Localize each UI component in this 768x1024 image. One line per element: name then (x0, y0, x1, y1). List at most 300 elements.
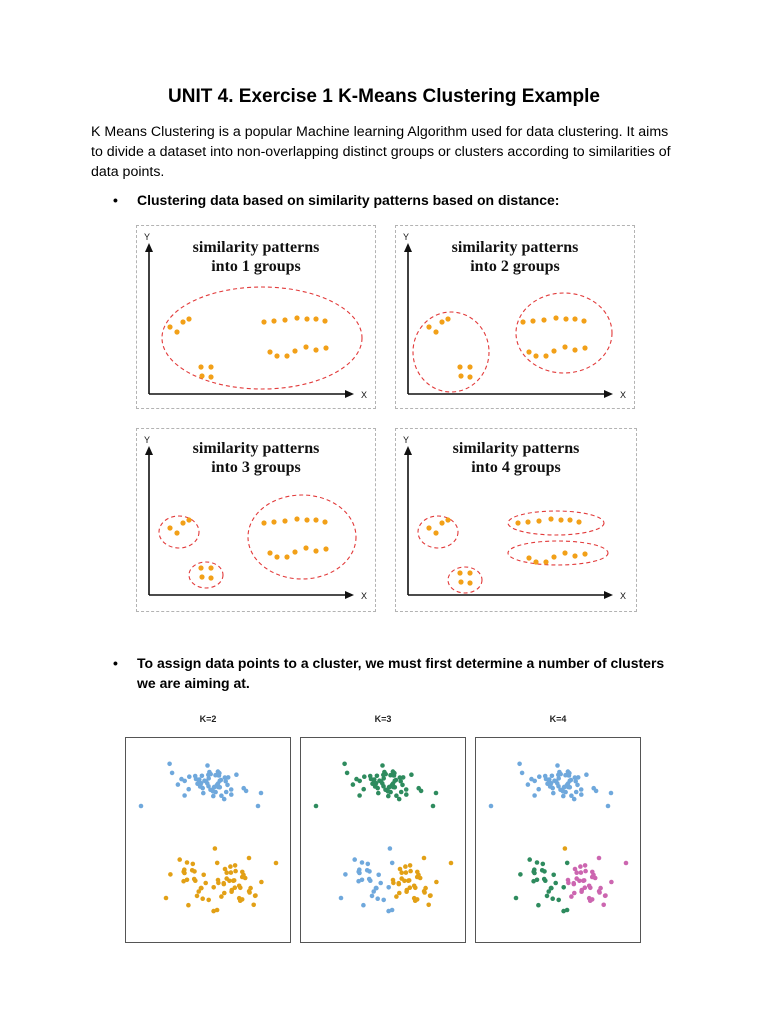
scatter-point (536, 903, 541, 908)
scatter-point (176, 782, 181, 787)
scatter-point (259, 880, 264, 885)
scatter-point (199, 886, 204, 891)
data-point (304, 316, 309, 321)
scatter-point (540, 868, 545, 873)
scatter-point (413, 886, 418, 891)
data-point (526, 349, 531, 354)
scatter-point (194, 777, 199, 782)
scatter-point (601, 903, 606, 908)
scatter-point (243, 876, 248, 881)
scatter-point (400, 783, 405, 788)
data-point (548, 516, 553, 521)
scatter-point (352, 857, 357, 862)
scatter-point (404, 889, 409, 894)
data-point (457, 364, 462, 369)
scatter-point (563, 846, 568, 851)
scatter-point (190, 868, 195, 873)
scatter-point (563, 785, 568, 790)
scatter-point (561, 794, 566, 799)
scatter-point (428, 893, 433, 898)
scatter-point (397, 891, 402, 896)
scatter-point (532, 793, 537, 798)
data-point (174, 329, 179, 334)
scatter-point (215, 861, 220, 866)
scatter-point (374, 886, 379, 891)
scatter-point (408, 869, 413, 874)
data-point (543, 559, 548, 564)
scatter-point (517, 762, 522, 767)
scatter-point (394, 793, 399, 798)
data-point (563, 316, 568, 321)
scatter-point (381, 776, 386, 781)
scatter-point (381, 898, 386, 903)
data-point (526, 555, 531, 560)
scatter-point (221, 881, 226, 886)
data-point (445, 316, 450, 321)
data-point (292, 549, 297, 554)
scatter-point (434, 791, 439, 796)
data-point (581, 318, 586, 323)
scatter-point (390, 861, 395, 866)
scatter-point (609, 880, 614, 885)
scatter-point (357, 871, 362, 876)
data-point (426, 324, 431, 329)
scatter-point (375, 896, 380, 901)
scatter-point (550, 896, 555, 901)
scatter-point (360, 860, 365, 865)
scatter-point (624, 861, 629, 866)
data-point (433, 329, 438, 334)
scatter-point (380, 763, 385, 768)
scatter-point (606, 804, 611, 809)
data-point (520, 319, 525, 324)
data-point (562, 344, 567, 349)
scatter-point (216, 769, 221, 774)
scatter-point (187, 774, 192, 779)
scatter-point (536, 787, 541, 792)
scatter-point (219, 894, 224, 899)
page-title: UNIT 4. Exercise 1 K-Means Clustering Example (168, 86, 600, 107)
scatter-point (343, 872, 348, 877)
similarity-panel-3-groups (136, 428, 376, 612)
bullet-text: Clustering data based on similarity patterns based on distance: (137, 192, 560, 208)
scatter-point (574, 790, 579, 795)
scatter-point (186, 787, 191, 792)
scatter-point (177, 857, 182, 862)
scatter-point (256, 804, 261, 809)
scatter-point (182, 793, 187, 798)
y-axis-label: Y (143, 435, 151, 445)
x-axis-arrow (604, 591, 613, 599)
panel-title-line2: into 4 groups (471, 459, 561, 476)
data-point (208, 374, 213, 379)
scatter-point (345, 771, 350, 776)
panel-title-line1: similarity patterns (451, 239, 579, 256)
bullet-text: To assign data points to a cluster, we must first determine a number of clusters we are aiming at. (137, 655, 665, 691)
data-point (515, 520, 520, 525)
k2-label: K=2 (199, 714, 217, 724)
data-point (313, 517, 318, 522)
scatter-point (229, 792, 234, 797)
scatter-point (581, 878, 586, 883)
scatter-point (537, 774, 542, 779)
data-point (551, 348, 556, 353)
similarity-panel-1-group (136, 225, 376, 409)
data-point (199, 373, 204, 378)
scatter-point (419, 789, 424, 794)
scatter-point (555, 763, 560, 768)
data-point (458, 579, 463, 584)
data-point (467, 364, 472, 369)
scatter-point (574, 876, 579, 881)
scatter-point (365, 868, 370, 873)
scatter-point (403, 864, 408, 869)
data-point (174, 530, 179, 535)
scatter-point (518, 872, 523, 877)
data-point (198, 364, 203, 369)
scatter-point (139, 804, 144, 809)
data-point (303, 344, 308, 349)
scatter-point (251, 903, 256, 908)
scatter-point (211, 794, 216, 799)
scatter-point (434, 880, 439, 885)
scatter-point (225, 783, 230, 788)
cluster-ellipse (413, 312, 489, 392)
scatter-point (244, 789, 249, 794)
scatter-point (376, 873, 381, 878)
scatter-point (404, 792, 409, 797)
scatter-point (226, 775, 231, 780)
cluster-ellipse (189, 562, 223, 588)
x-axis-arrow (604, 390, 613, 398)
scatter-point (386, 794, 391, 799)
scatter-point (219, 793, 224, 798)
scatter-point (569, 793, 574, 798)
scatter-point (603, 893, 608, 898)
bullet-dot: • (113, 655, 118, 671)
data-point (582, 551, 587, 556)
data-point (433, 530, 438, 535)
scatter-point (181, 879, 186, 884)
scatter-point (594, 789, 599, 794)
scatter-point (415, 870, 420, 875)
data-point (180, 319, 185, 324)
scatter-point (369, 777, 374, 782)
scatter-point (231, 878, 236, 883)
scatter-point (228, 864, 233, 869)
kmeans-plot-k3 (300, 737, 466, 943)
scatter-point (393, 779, 398, 784)
scatter-point (233, 869, 238, 874)
scatter-point (234, 772, 239, 777)
data-point (261, 520, 266, 525)
data-point (551, 554, 556, 559)
scatter-point (401, 775, 406, 780)
data-point (323, 345, 328, 350)
scatter-point (222, 891, 227, 896)
data-point (439, 319, 444, 324)
panel-title-line1: similarity patterns (192, 239, 320, 256)
scatter-point (520, 771, 525, 776)
scatter-point (408, 885, 413, 890)
scatter-point (558, 772, 563, 777)
scatter-point (399, 876, 404, 881)
data-point (572, 347, 577, 352)
scatter-point (192, 877, 197, 882)
scatter-point (342, 762, 347, 767)
scatter-point (314, 804, 319, 809)
scatter-point (553, 881, 558, 886)
scatter-point (561, 885, 566, 890)
data-point (284, 353, 289, 358)
data-point (186, 316, 191, 321)
scatter-point (240, 897, 245, 902)
scatter-point (556, 776, 561, 781)
scatter-point (375, 774, 380, 779)
scatter-point (404, 787, 409, 792)
scatter-point (201, 791, 206, 796)
scatter-point (418, 876, 423, 881)
scatter-point (274, 861, 279, 866)
data-point (572, 553, 577, 558)
scatter-point (229, 787, 234, 792)
x-axis-arrow (345, 591, 354, 599)
data-point (313, 316, 318, 321)
data-point (467, 580, 472, 585)
data-point (303, 545, 308, 550)
data-point (186, 517, 191, 522)
scatter-point (394, 894, 399, 899)
scatter-point (573, 867, 578, 872)
data-point (167, 525, 172, 530)
scatter-point (356, 879, 361, 884)
data-point (313, 548, 318, 553)
data-point (322, 519, 327, 524)
scatter-point (541, 862, 546, 867)
scatter-point (218, 785, 223, 790)
scatter-point (590, 897, 595, 902)
data-point (572, 316, 577, 321)
scatter-point (191, 862, 196, 867)
cluster-ellipse (516, 293, 612, 373)
data-point (208, 364, 213, 369)
scatter-point (211, 909, 216, 914)
data-point (530, 318, 535, 323)
scatter-point (229, 870, 234, 875)
scatter-point (609, 791, 614, 796)
scatter-point (357, 793, 362, 798)
scatter-point (568, 785, 573, 790)
data-point (445, 517, 450, 522)
scatter-point (544, 777, 549, 782)
scatter-point (583, 869, 588, 874)
scatter-point (362, 774, 367, 779)
y-axis-label: Y (402, 435, 410, 445)
scatter-point (583, 885, 588, 890)
data-point (543, 353, 548, 358)
scatter-point (561, 909, 566, 914)
data-point (426, 525, 431, 530)
data-point (180, 520, 185, 525)
panel-title-line2: into 3 groups (211, 459, 301, 476)
data-point (313, 347, 318, 352)
data-point (582, 345, 587, 350)
data-point (567, 517, 572, 522)
scatter-point (393, 785, 398, 790)
data-point (274, 353, 279, 358)
scatter-point (247, 889, 252, 894)
scatter-point (409, 772, 414, 777)
scatter-point (233, 863, 238, 868)
scatter-point (211, 885, 216, 890)
scatter-point (170, 771, 175, 776)
scatter-point (216, 878, 221, 883)
cluster-ellipse (248, 495, 356, 579)
scatter-point (182, 871, 187, 876)
scatter-point (182, 779, 187, 784)
data-point (274, 554, 279, 559)
scatter-point (422, 856, 427, 861)
scatter-point (526, 782, 531, 787)
scatter-point (579, 787, 584, 792)
scatter-point (583, 863, 588, 868)
scatter-point (361, 787, 366, 792)
scatter-point (588, 886, 593, 891)
similarity-panel-4-groups (395, 428, 637, 612)
scatter-point (404, 870, 409, 875)
scatter-point (422, 889, 427, 894)
k4-label: K=4 (549, 714, 567, 724)
scatter-point (396, 881, 401, 886)
y-axis-label: Y (143, 232, 151, 242)
scatter-point (408, 863, 413, 868)
scatter-point (579, 870, 584, 875)
scatter-point (535, 860, 540, 865)
scatter-point (224, 876, 229, 881)
scatter-point (571, 881, 576, 886)
scatter-point (198, 784, 203, 789)
scatter-point (566, 878, 571, 883)
scatter-point (531, 879, 536, 884)
scatter-point (568, 779, 573, 784)
scatter-point (489, 804, 494, 809)
data-point (304, 517, 309, 522)
data-point (282, 518, 287, 523)
scatter-point (527, 857, 532, 862)
scatter-point (206, 776, 211, 781)
scatter-point (391, 769, 396, 774)
scatter-point (563, 790, 568, 795)
intro-paragraph: K Means Clustering is a popular Machine learning Algorithm used for data clustering. It aims to divide a dataset into non-overlapping distinct groups or clusters according to similarities of data points. (91, 124, 671, 180)
data-point (322, 318, 327, 323)
scatter-point (367, 877, 372, 882)
data-point (271, 519, 276, 524)
scatter-point (532, 871, 537, 876)
scatter-point (551, 873, 556, 878)
scatter-point (186, 903, 191, 908)
x-axis-label: X (361, 591, 368, 601)
data-point (323, 546, 328, 551)
scatter-point (339, 896, 344, 901)
kmeans-plot-k4 (475, 737, 641, 943)
scatter-point (247, 856, 252, 861)
scatter-point (233, 885, 238, 890)
x-axis-label: X (620, 390, 627, 400)
scatter-point (514, 896, 519, 901)
scatter-point (548, 784, 553, 789)
panel-title-line2: into 2 groups (470, 258, 560, 275)
panel-title-line2: into 1 groups (211, 258, 301, 275)
data-point (198, 565, 203, 570)
scatter-point (542, 877, 547, 882)
scatter-point (545, 894, 550, 899)
scatter-point (383, 772, 388, 777)
scatter-plot (476, 738, 642, 944)
data-point (541, 317, 546, 322)
scatter-point (565, 861, 570, 866)
scatter-point (590, 870, 595, 875)
data-point (167, 324, 172, 329)
scatter-point (206, 898, 211, 903)
scatter-point (195, 894, 200, 899)
data-point (536, 518, 541, 523)
scatter-point (253, 893, 258, 898)
scatter-point (569, 894, 574, 899)
scatter-point (200, 896, 205, 901)
scatter-point (388, 785, 393, 790)
data-point (457, 570, 462, 575)
scatter-point (378, 881, 383, 886)
scatter-point (399, 790, 404, 795)
scatter-point (361, 903, 366, 908)
scatter-point (549, 886, 554, 891)
scatter-point (556, 898, 561, 903)
scatter-plot (126, 738, 292, 944)
data-point (533, 353, 538, 358)
scatter-point (201, 873, 206, 878)
scatter-point (597, 889, 602, 894)
scatter-point (532, 779, 537, 784)
scatter-point (366, 862, 371, 867)
data-point (292, 348, 297, 353)
data-point (458, 373, 463, 378)
scatter-point (579, 889, 584, 894)
scatter-point (259, 791, 264, 796)
data-point (467, 374, 472, 379)
y-axis-label: Y (402, 232, 410, 242)
scatter-point (550, 774, 555, 779)
scatter-point (167, 762, 172, 767)
scatter-point (576, 775, 581, 780)
scatter-point (386, 909, 391, 914)
scatter-point (391, 878, 396, 883)
data-point (267, 550, 272, 555)
scatter-point (164, 896, 169, 901)
k3-label: K=3 (374, 714, 392, 724)
kmeans-plot-k2 (125, 737, 291, 943)
scatter-point (200, 774, 205, 779)
scatter-point (240, 870, 245, 875)
cluster-ellipse (448, 567, 482, 593)
scatter-point (213, 785, 218, 790)
scatter-point (426, 903, 431, 908)
scatter-point (431, 804, 436, 809)
data-point (294, 315, 299, 320)
scatter-point (229, 889, 234, 894)
data-point (282, 317, 287, 322)
scatter-point (203, 881, 208, 886)
scatter-point (575, 783, 580, 788)
